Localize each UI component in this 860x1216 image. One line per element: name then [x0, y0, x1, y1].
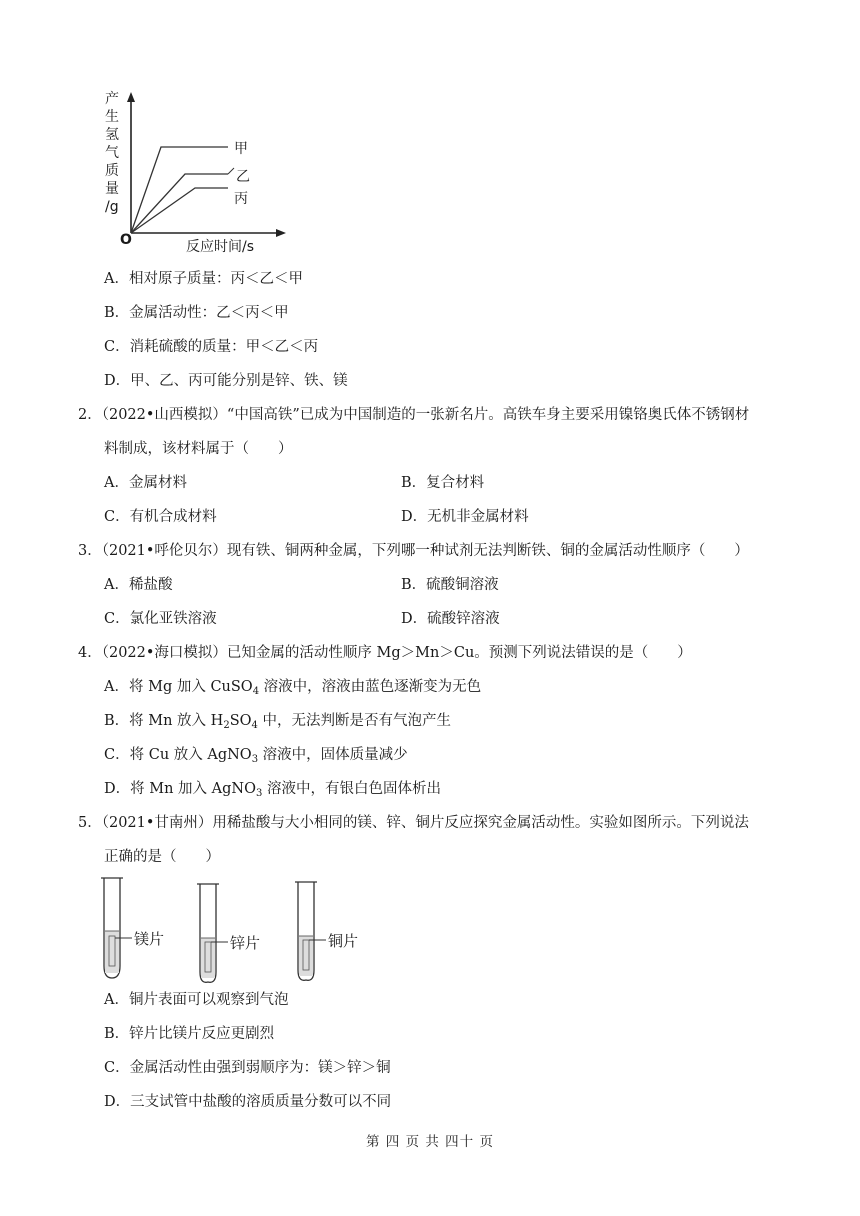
option-letter: A．: [104, 992, 129, 1008]
y-label-char: 量: [105, 181, 119, 197]
y-label-char: /g: [105, 199, 119, 215]
option-text: 甲、乙、丙可能分别是锌、铁、镁: [130, 373, 348, 389]
option-text: 将 Mn 加入 AgNO: [130, 781, 256, 797]
option-text: 将 Mn 放入 H: [129, 713, 224, 729]
option-text: 相对原子质量：丙＜乙＜甲: [128, 271, 303, 287]
option-c[interactable]: [104, 340, 318, 355]
option-letter: A．: [104, 679, 129, 695]
option-text: 将 Mg 加入 CuSO: [128, 679, 253, 695]
page-number-footer: 第 四 页 共 四十 页: [366, 1134, 494, 1150]
option-letter: A．: [104, 577, 129, 593]
series-label-bing: 丙: [234, 191, 248, 207]
option-b[interactable]: [401, 578, 499, 593]
option-b[interactable]: [104, 714, 451, 731]
option-b[interactable]: [104, 1027, 274, 1042]
option-b[interactable]: [104, 306, 289, 321]
option-text: 铜片表面可以观察到气泡: [128, 992, 289, 1008]
option-text: 三支试管中盐酸的溶质质量分数可以不同: [130, 1094, 392, 1110]
option-c[interactable]: [104, 748, 408, 765]
subscript: 2: [223, 720, 230, 731]
x-axis-label: 反应时间/s: [186, 239, 255, 255]
option-letter: B．: [401, 577, 427, 593]
option-letter: C．: [104, 747, 130, 763]
option-d[interactable]: [104, 782, 441, 799]
option-letter: A．: [104, 271, 129, 287]
y-label-char: 质: [105, 163, 119, 179]
option-text: SO: [229, 713, 252, 729]
tube-label-magnesium: 镁片: [134, 930, 165, 948]
option-a[interactable]: [104, 993, 288, 1008]
option-letter: C．: [104, 339, 130, 355]
graph-origin: O: [120, 232, 132, 248]
question-stem-cont: 料制成，该材料属于（ ）: [104, 441, 293, 457]
y-axis-label: [105, 90, 119, 216]
option-text: 氯化亚铁溶液: [129, 611, 217, 627]
option-text: 将 Cu 放入 AgNO: [129, 747, 252, 763]
option-letter: C．: [104, 509, 130, 525]
option-a[interactable]: [104, 476, 187, 491]
option-d[interactable]: [401, 612, 500, 627]
option-text: 金属材料: [128, 475, 187, 491]
option-letter: B．: [104, 1026, 130, 1042]
option-d[interactable]: [104, 1095, 391, 1110]
y-label-char: 气: [105, 145, 119, 161]
y-label-char: 生: [105, 109, 119, 125]
option-c[interactable]: [104, 1061, 391, 1076]
tube-label-zinc: 锌片: [230, 934, 261, 952]
option-a[interactable]: [104, 578, 172, 593]
option-text: 溶液中，固体质量减少: [258, 747, 408, 763]
tube-label-copper: 铜片: [328, 932, 359, 950]
series-label-jia: 甲: [234, 141, 248, 157]
option-letter: D．: [104, 373, 131, 389]
series-label-yi: 乙: [236, 169, 250, 185]
option-letter: B．: [104, 713, 130, 729]
option-a[interactable]: [104, 680, 481, 697]
option-c[interactable]: [104, 612, 217, 627]
question-stem: 4．（2022•海口模拟）已知金属的活动性顺序 Mg＞Mn＞Cu。预测下列说法错误的是（ ）: [78, 645, 692, 661]
option-letter: A．: [104, 475, 129, 491]
test-tube-zinc: [197, 884, 228, 982]
option-letter: D．: [401, 509, 428, 525]
option-a[interactable]: [104, 272, 303, 287]
question-stem: 5．（2021•甘南州）用稀盐酸与大小相同的镁、锌、铜片反应探究金属活动性。实验如图所示。下列说法: [78, 815, 749, 831]
y-label-char: 产: [105, 91, 119, 107]
option-text: 硫酸锌溶液: [427, 611, 500, 627]
option-d[interactable]: [104, 374, 348, 389]
test-tube-magnesium: [101, 878, 132, 978]
test-tube-copper: [295, 882, 326, 980]
option-b[interactable]: [401, 476, 484, 491]
option-letter: D．: [401, 611, 428, 627]
option-text: 溶液中，有银白色固体析出: [262, 781, 441, 797]
option-text: 消耗硫酸的质量：甲＜乙＜丙: [129, 339, 319, 355]
option-text: 金属活动性：乙＜丙＜甲: [129, 305, 289, 321]
subscript: 4: [251, 720, 258, 731]
option-text: 无机非金属材料: [427, 509, 529, 525]
option-text: 有机合成材料: [129, 509, 217, 525]
option-text: 硫酸铜溶液: [426, 577, 499, 593]
option-d[interactable]: [401, 510, 529, 525]
option-text: 稀盐酸: [128, 577, 173, 593]
option-letter: B．: [104, 305, 130, 321]
option-letter: C．: [104, 1060, 130, 1076]
subscript: 3: [251, 754, 259, 765]
option-c[interactable]: [104, 510, 217, 525]
option-text: 金属活动性由强到弱顺序为：镁＞锌＞铜: [129, 1060, 391, 1076]
option-letter: D．: [104, 781, 131, 797]
option-text: 锌片比镁片反应更剧烈: [129, 1026, 275, 1042]
option-letter: B．: [401, 475, 427, 491]
option-letter: D．: [104, 1094, 131, 1110]
option-text: 溶液中，溶液由蓝色逐渐变为无色: [259, 679, 482, 695]
question-stem: 2．（2022•山西模拟）“中国高铁”已成为中国制造的一张新名片。高铁车身主要采用镍铬奥氏体不锈钢材: [78, 407, 750, 423]
y-label-char: 氢: [105, 127, 119, 143]
option-text: 复合材料: [426, 475, 485, 491]
question-stem-cont: 正确的是（ ）: [104, 849, 220, 865]
question-stem: 3．（2021•呼伦贝尔）现有铁、铜两种金属，下列哪一种试剂无法判断铁、铜的金属活动性顺序（ ）: [78, 543, 749, 559]
option-letter: C．: [104, 611, 130, 627]
subscript: 3: [255, 788, 263, 799]
option-text: 中，无法判断是否有气泡产生: [257, 713, 452, 729]
subscript: 4: [252, 686, 260, 697]
